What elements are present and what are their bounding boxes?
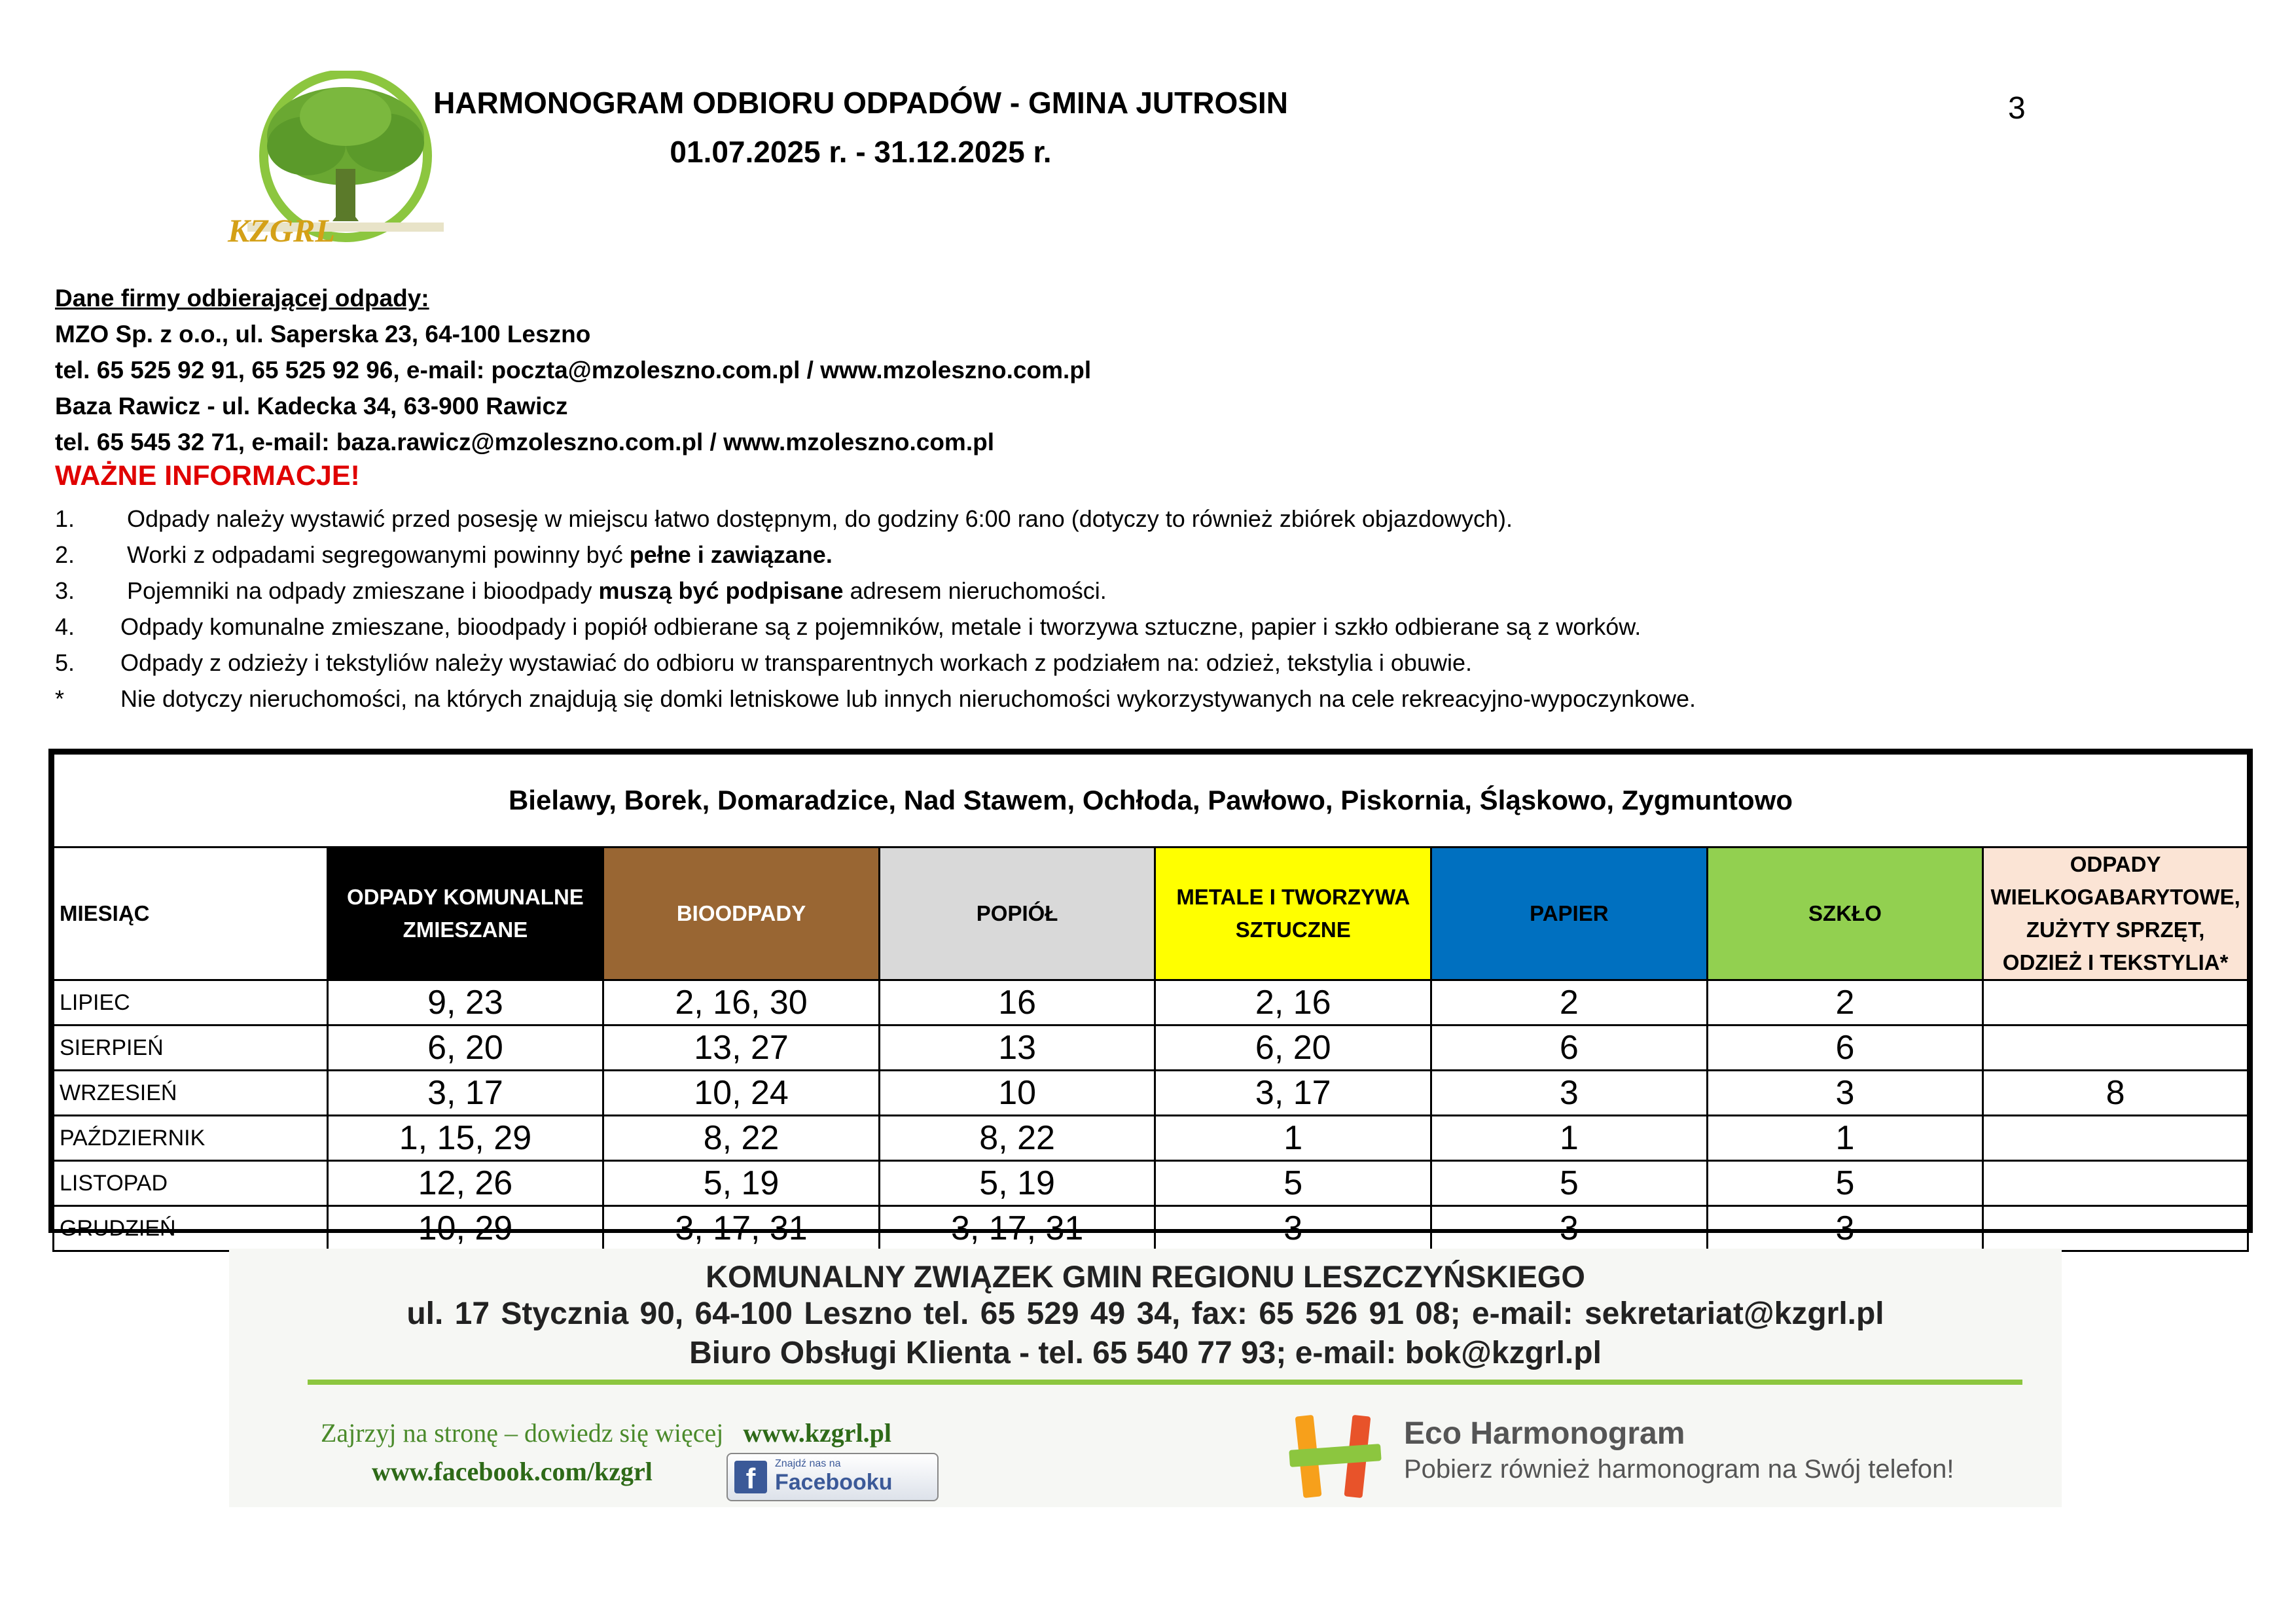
month-cell: LISTOPAD [54,1161,328,1206]
date-cell: 5, 19 [879,1161,1155,1206]
date-cell [1983,1161,2248,1206]
rule-number: 3. [55,577,75,604]
column-header: PAPIER [1431,847,1708,980]
date-cell: 5 [1431,1161,1708,1206]
important-list [55,501,2248,717]
date-cell: 6, 20 [327,1026,603,1071]
column-header: MIESIĄC [54,847,328,980]
company-info [55,280,2215,460]
column-header: POPIÓŁ [879,847,1155,980]
company-address: MZO Sp. z o.o., ul. Saperska 23, 64-100 Leszno [55,321,591,348]
date-cell: 5, 19 [603,1161,880,1206]
table-row [54,1071,2248,1116]
date-cell: 13 [879,1026,1155,1071]
date-cell: 13, 27 [603,1026,880,1071]
rule-item [55,681,2248,717]
footer-office: Biuro Obsługi Klienta - tel. 65 540 77 93; e-mail: bok@kzgrl.pl [689,1336,1602,1370]
rule-number: * [55,685,65,712]
footer-org-name: KOMUNALNY ZWIĄZEK GMIN REGIONU LESZCZYŃSKIEGO [706,1259,1585,1294]
eco-harmonogram-subtitle: Pobierz również harmonogram na Swój telefon! [1404,1455,1954,1484]
eco-harmonogram-icon [1283,1409,1388,1504]
base-contact: tel. 65 545 32 71, e-mail: baza.rawicz@mzoleszno.com.pl / www.mzoleszno.com.pl [55,429,994,455]
rule-number: 2. [55,541,75,568]
date-cell: 2, 16, 30 [603,980,880,1026]
column-header: SZKŁO [1707,847,1983,980]
rule-text: adresem nieruchomości. [843,577,1107,604]
date-cell: 10 [879,1071,1155,1116]
facebook-link[interactable]: www.facebook.com/kzgrl [372,1457,653,1486]
rule-text-bold: muszą być podpisane [598,577,844,604]
rule-item [55,537,2248,573]
logo-text: KZGRL [228,212,335,249]
page-number: 3 [2008,91,2026,126]
table-row [54,1161,2248,1206]
rule-text: Nie dotyczy nieruchomości, na których znajdują się domki letniskowe lub innych nieruchomości wykorzystywanych na cele rekreacyjno-wypoczynkowe. [120,685,1696,712]
column-header: ODPADY WIELKOGABARYTOWE, ZUŻYTY SPRZĘT, ODZIEŻ I TEKSTYLIA* [1983,847,2248,980]
facebook-badge-label: Facebooku [775,1470,893,1495]
date-cell: 1 [1707,1116,1983,1161]
date-cell: 8, 22 [879,1116,1155,1161]
date-cell [1983,1116,2248,1161]
facebook-badge[interactable] [726,1453,939,1501]
rule-number: 4. [55,613,75,640]
column-header: METALE I TWORZYWA SZTUCZNE [1155,847,1431,980]
date-cell: 3, 17, 31 [879,1206,1155,1251]
footer-visit [321,1418,891,1448]
rule-text-bold: pełne i zawiązane. [629,541,833,568]
date-cell: 8, 22 [603,1116,880,1161]
column-header: ODPADY KOMUNALNE ZMIESZANE [327,847,603,980]
page-date-range: 01.07.2025 r. - 31.12.2025 r. [670,135,1052,169]
rule-text: Odpady należy wystawić przed posesję w miejscu łatwo dostępnym, do godziny 6:00 rano (dotyczy to również zbiórek objazdowych). [127,505,1513,532]
date-cell: 3 [1155,1206,1431,1251]
rule-text: Worki z odpadami segregowanymi powinny być [127,541,630,568]
date-cell: 2 [1707,980,1983,1026]
date-cell: 5 [1155,1161,1431,1206]
table-row [54,1206,2248,1251]
footer-banner [229,1249,2062,1507]
date-cell: 10, 24 [603,1071,880,1116]
rule-item [55,609,2248,645]
date-cell: 9, 23 [327,980,603,1026]
date-cell: 8 [1983,1071,2248,1116]
date-cell: 3 [1707,1071,1983,1116]
rule-number: 5. [55,649,75,676]
page-title: HARMONOGRAM ODBIORU ODPADÓW - GMINA JUTROSIN [433,86,1288,120]
date-cell: 10, 29 [327,1206,603,1251]
schedule-table [48,749,2253,1247]
table-row [54,1116,2248,1161]
date-cell: 16 [879,980,1155,1026]
rule-item [55,501,2248,537]
rule-text: Odpady komunalne zmieszane, bioodpady i popiół odbierane są z pojemników, metale i tworzywa sztuczne, papier i szkło odbierane są z worków. [120,613,1641,640]
rule-text: Odpady z odzieży i tekstyliów należy wystawiać do odbioru w transparentnych workach z podziałem na: odzież, tekstylia i obuwie. [120,649,1472,676]
column-header: BIOODPADY [603,847,880,980]
date-cell: 3, 17, 31 [603,1206,880,1251]
facebook-icon: f [734,1461,767,1493]
eco-harmonogram-title: Eco Harmonogram [1404,1416,1685,1451]
footer-divider [308,1380,2022,1385]
table-row [54,1026,2248,1071]
important-heading: WAŻNE INFORMACJE! [55,460,360,491]
schedule-rows [54,980,2248,1251]
date-cell: 3, 17 [327,1071,603,1116]
date-cell: 3 [1707,1206,1983,1251]
rule-item [55,645,2248,681]
header-row [54,847,2248,980]
date-cell: 3 [1431,1206,1708,1251]
date-cell: 1 [1155,1116,1431,1161]
company-heading: Dane firmy odbierającej odpady: [55,285,429,312]
table-row [54,980,2248,1026]
date-cell: 6, 20 [1155,1026,1431,1071]
date-cell: 1 [1431,1116,1708,1161]
rule-text: Pojemniki na odpady zmieszane i bioodpady [127,577,599,604]
month-cell: LIPIEC [54,980,328,1026]
date-cell: 2 [1431,980,1708,1026]
date-cell [1983,1206,2248,1251]
date-cell: 3, 17 [1155,1071,1431,1116]
date-cell: 3 [1431,1071,1708,1116]
month-cell: SIERPIEŃ [54,1026,328,1071]
facebook-badge-small: Znajdź nas na [775,1458,841,1469]
rule-number: 1. [55,505,75,532]
month-cell: PAŹDZIERNIK [54,1116,328,1161]
month-cell: WRZESIEŃ [54,1071,328,1116]
visit-text: Zajrzyj na stronę – dowiedz się więcej [321,1418,724,1448]
date-cell: 5 [1707,1161,1983,1206]
rule-item [55,573,2248,609]
date-cell [1983,1026,2248,1071]
website-link[interactable]: www.kzgrl.pl [743,1418,891,1448]
date-cell: 6 [1707,1026,1983,1071]
month-cell: GRUDZIEŃ [54,1206,328,1251]
company-contact: tel. 65 525 92 91, 65 525 92 96, e-mail: poczta@mzoleszno.com.pl / www.mzoleszno.com.pl [55,357,1092,383]
date-cell: 12, 26 [327,1161,603,1206]
base-address: Baza Rawicz - ul. Kadecka 34, 63-900 Rawicz [55,393,568,419]
footer-address: ul. 17 Stycznia 90, 64-100 Leszno tel. 65 529 49 34, fax: 65 526 91 08; e-mail: sekretariat@kzgrl.pl [406,1296,1884,1331]
date-cell [1983,980,2248,1026]
date-cell: 1, 15, 29 [327,1116,603,1161]
area-names: Bielawy, Borek, Domaradzice, Nad Stawem, Ochłoda, Pawłowo, Piskornia, Śląskowo, Zygmuntowo [54,754,2248,847]
date-cell: 6 [1431,1026,1708,1071]
date-cell: 2, 16 [1155,980,1431,1026]
